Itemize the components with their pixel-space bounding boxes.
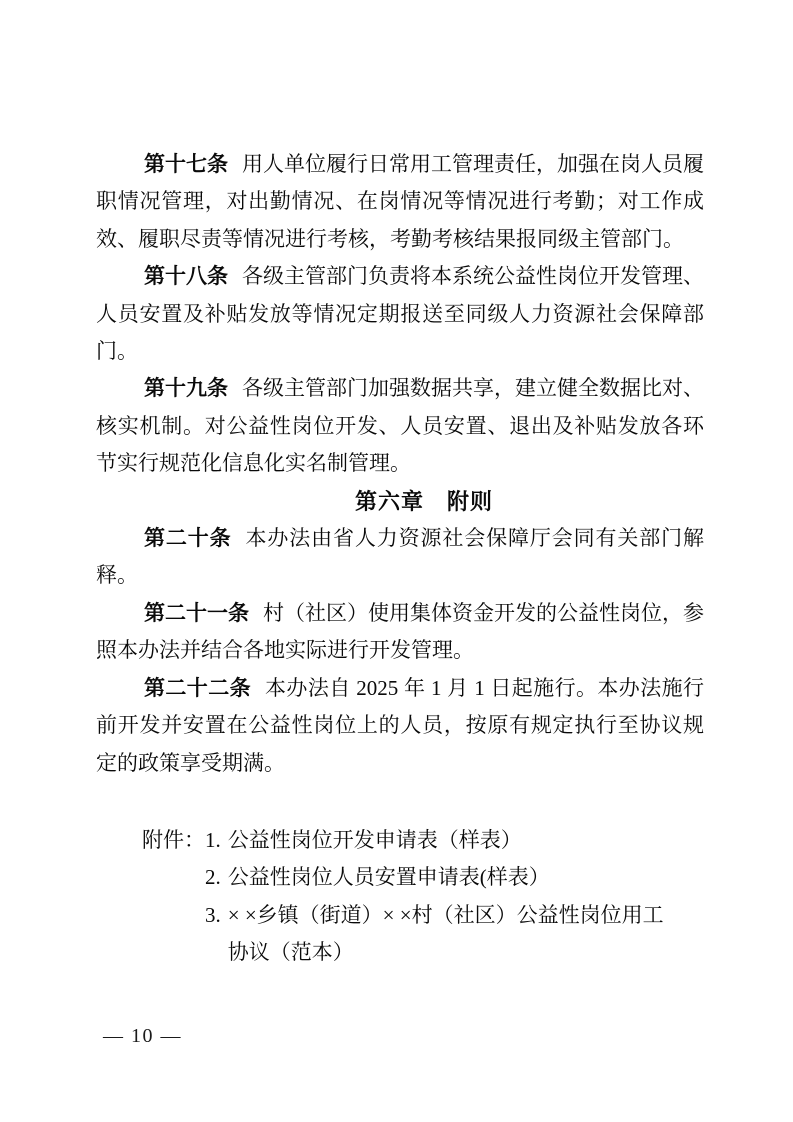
attachments-label: 附件： (142, 827, 205, 852)
article-number: 第二十二条 (144, 675, 252, 700)
attachment-text: 公益性岗位开发申请表（样表） (227, 827, 522, 852)
chapter-heading: 第六章 附则 (354, 488, 493, 514)
attachment-item (205, 822, 704, 859)
attachment-item (205, 897, 704, 972)
article-text: 村（社区）使用集体资金开发的公益性岗位，参照本办法并结合各地实际进行开发管理。 (96, 600, 704, 663)
article-text: 本办法自 2025 年 1 月 1 日起施行。本办法施行前开发并安置在公益性岗位上的人员，按原有规定执行至协议规定的政策享受期满。 (96, 675, 705, 775)
attachment-marker: 3. (205, 902, 221, 927)
article-text: 各级主管部门加强数据共享，建立健全数据比对、核实机制。对公益性岗位开发、人员安置、退出及补贴发放各环节实行规范化信息化实名制管理。 (96, 376, 704, 476)
article-number: 第二十条 (144, 526, 232, 551)
article-number: 第十九条 (144, 376, 228, 401)
attachment-text: × ×乡镇（街道）× ×村（社区）公益性岗位用工协议（范本） (227, 902, 664, 965)
article-paragraph (96, 370, 704, 482)
page-number: — 10 — (103, 1025, 182, 1047)
attachments-list (205, 822, 704, 972)
article-paragraph (96, 670, 704, 782)
attachment-text: 公益性岗位人员安置申请表(样表） (227, 865, 550, 890)
article-paragraph (96, 595, 704, 670)
article-text: 各级主管部门负责将本系统公益性岗位开发管理、人员安置及补贴发放等情况定期报送至同级人力资源社会保障部门。 (96, 264, 704, 364)
article-number: 第十七条 (144, 152, 228, 176)
article-text: 用人单位履行日常用工管理责任，加强在岗人员履职情况管理，对出勤情况、在岗情况等情况进行考勤；对工作成效、履职尽责等情况进行考核，考勤考核结果报同级主管部门。 (96, 152, 704, 251)
attachment-marker: 2. (205, 865, 221, 890)
document-body (96, 146, 704, 972)
attachment-item (205, 859, 704, 896)
article-number: 第十八条 (144, 264, 228, 289)
article-paragraph (96, 520, 704, 595)
attachments-block (96, 822, 704, 972)
article-paragraph (96, 146, 704, 258)
article-number: 第二十一条 (144, 600, 249, 625)
attachment-marker: 1. (205, 827, 221, 852)
article-text: 本办法由省人力资源社会保障厅会同有关部门解释。 (96, 526, 704, 588)
article-paragraph (96, 258, 704, 370)
